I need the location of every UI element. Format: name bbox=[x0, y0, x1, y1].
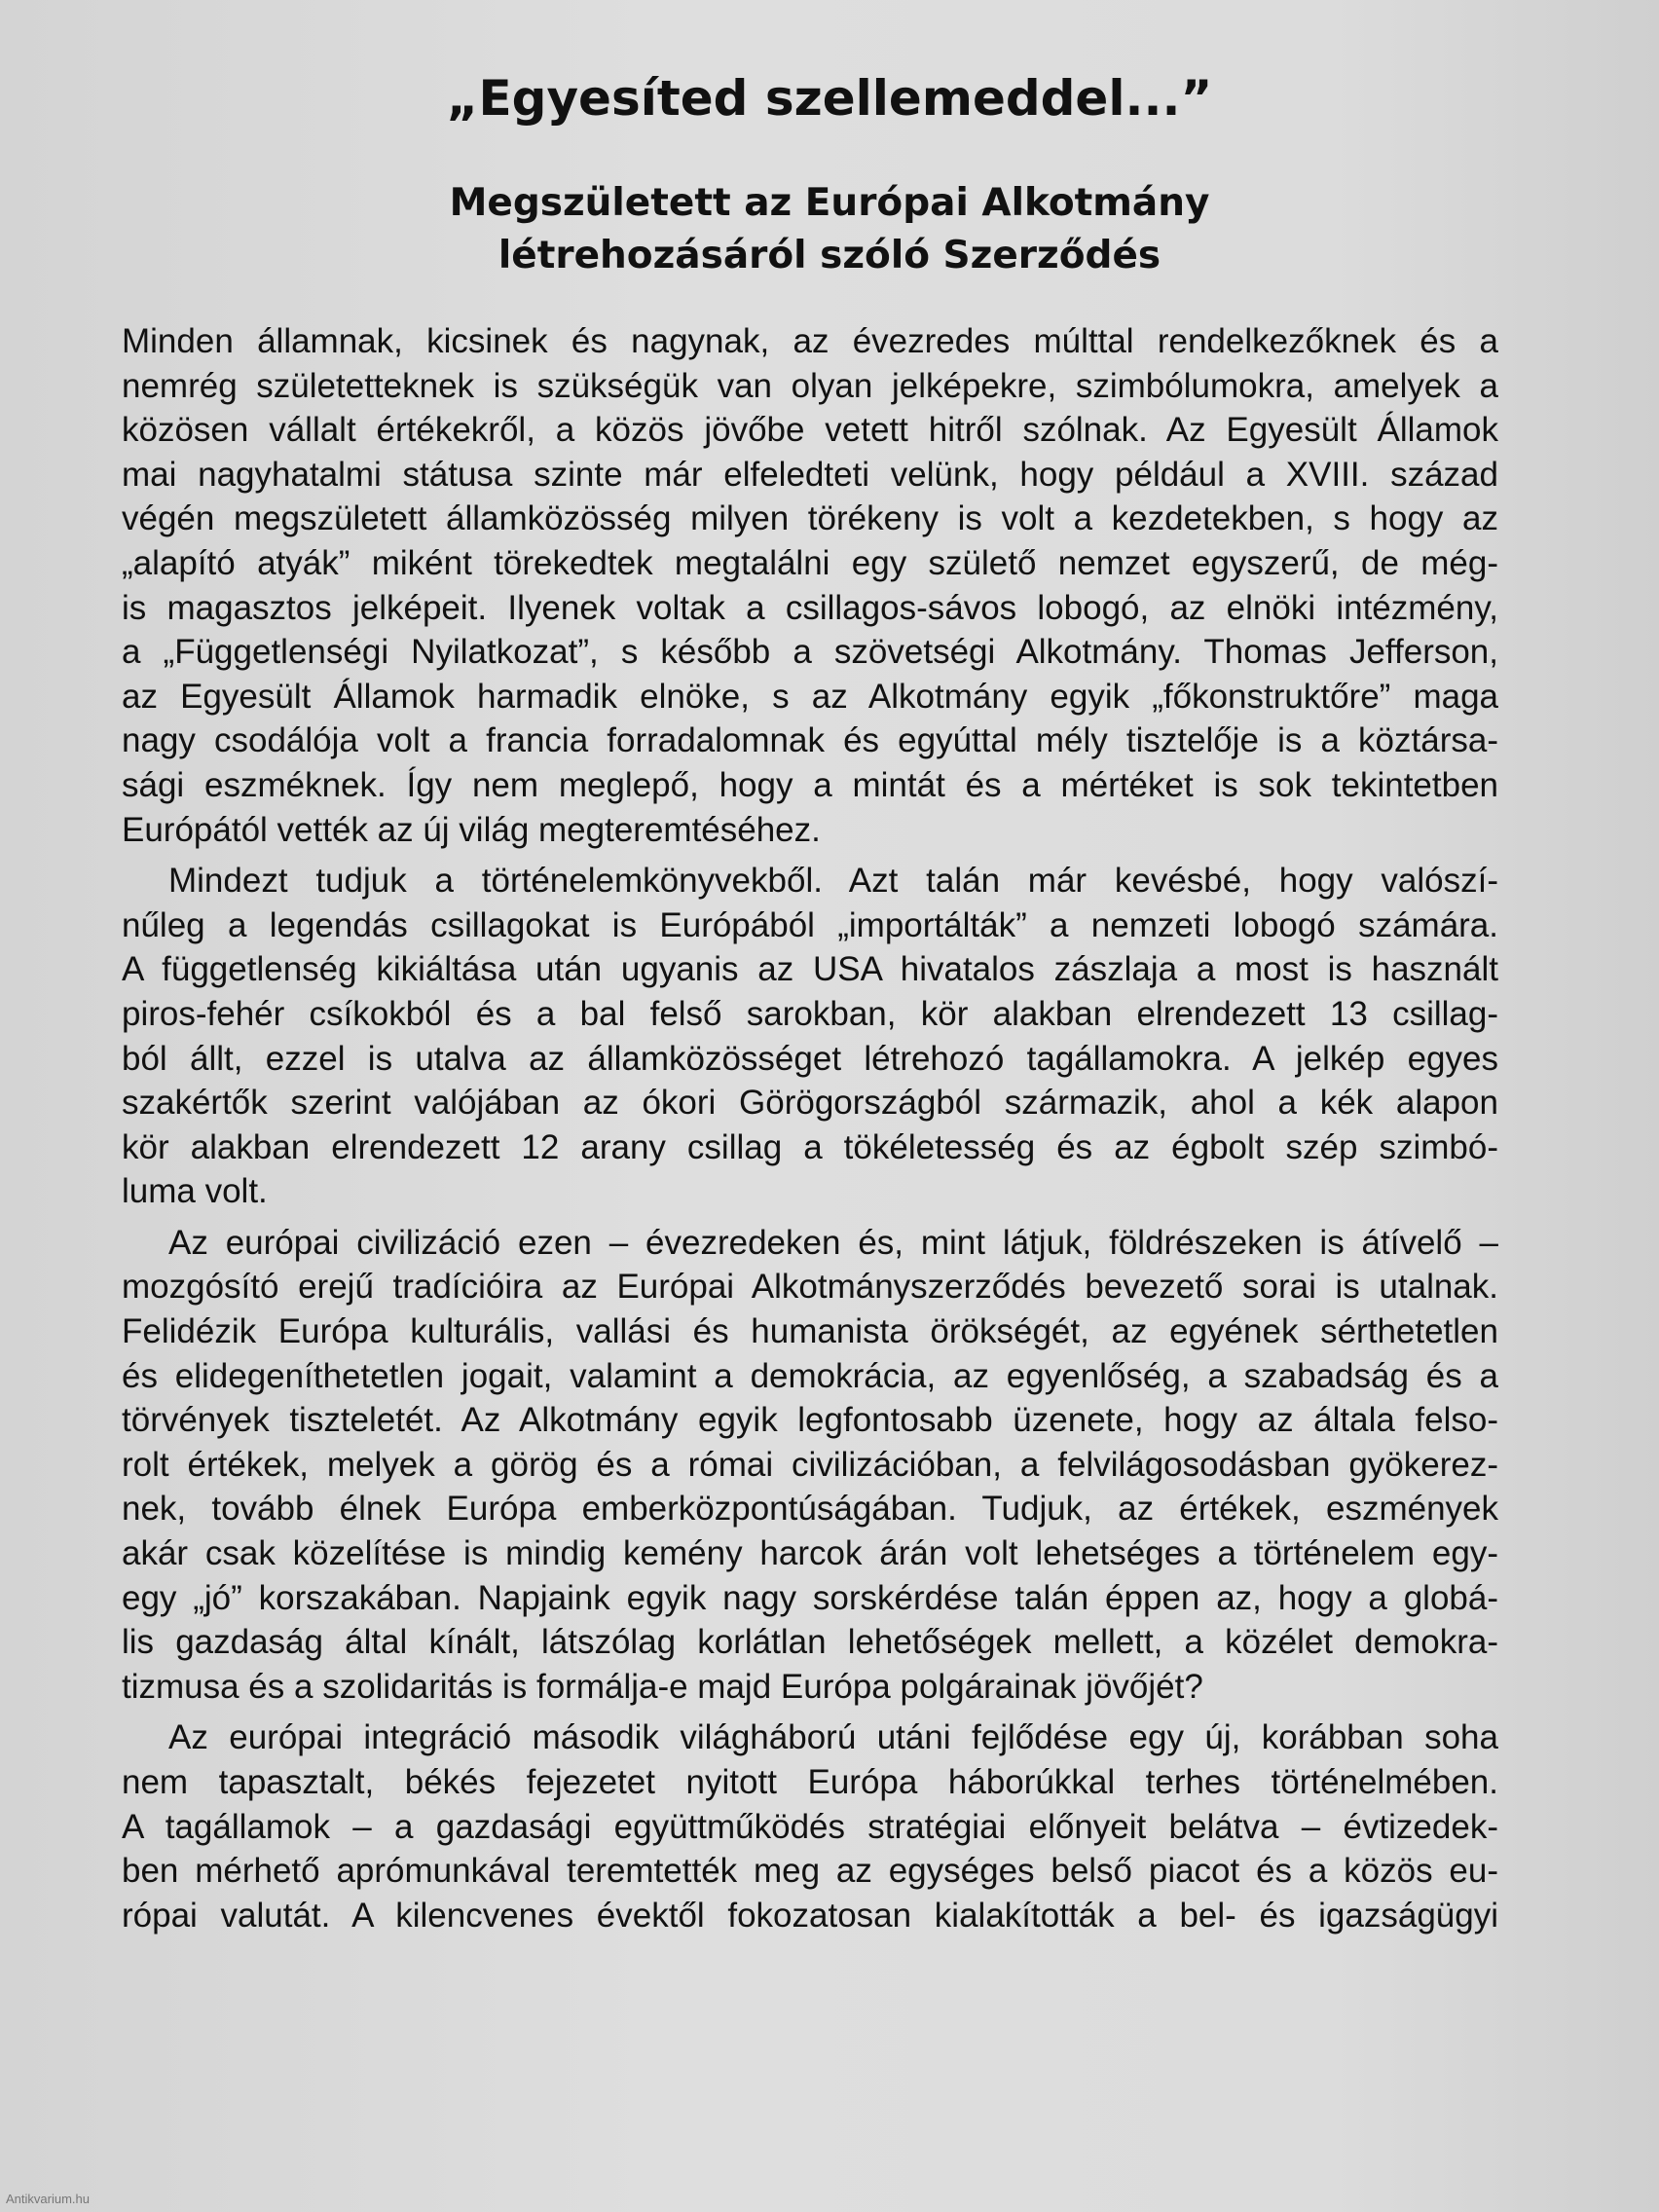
text-line: rolt értékek, melyek a görög és a római civilizációban, a felvilágosodásban gyökerez- bbox=[122, 1445, 1498, 1484]
text-line: lis gazdaság által kínált, látszólag korlátlan lehetőségek mellett, a közélet demokra- bbox=[122, 1623, 1498, 1662]
text-line: Az európai integráció második világháború utáni fejlődése egy új, korábban soha bbox=[168, 1718, 1498, 1757]
text-line: végén megszületett államközösség milyen törékeny is volt a kezdetekben, s hogy az bbox=[122, 499, 1498, 538]
text-line: „alapító atyák” miként törekedtek megtalálni egy születő nemzet egyszerű, de még- bbox=[122, 543, 1498, 582]
text-line: Minden államnak, kicsinek és nagynak, az évezredes múlttal rendelkezőknek és a bbox=[122, 322, 1498, 360]
text-line: sági eszméknek. Így nem meglepő, hogy a mintát és a mértéket is sok tekintetben bbox=[122, 765, 1498, 804]
text-line: A tagállamok – a gazdasági együttműködés stratégiai előnyeit belátva – évtizedek- bbox=[122, 1807, 1498, 1846]
text-line: is magasztos jelképeit. Ilyenek voltak a csillagos-sávos lobogó, az elnöki intézmény, bbox=[122, 588, 1498, 627]
paragraph bbox=[122, 1715, 1498, 1937]
text-line: mai nagyhatalmi státusa szinte már elfeledteti velünk, hogy például a XVIII. század bbox=[122, 455, 1498, 494]
text-line: rópai valutát. A kilencvenes évektől fokozatosan kialakították a bel- és igazságügyi bbox=[122, 1896, 1498, 1935]
paragraph bbox=[122, 859, 1498, 1214]
text-line: tizmusa és a szolidaritás is formálja-e majd Európa polgárainak jövőjét? bbox=[122, 1667, 1203, 1706]
text-line: Európától vették az új világ megteremtéséhez. bbox=[122, 810, 821, 849]
text-line: piros-fehér csíkokból és a bal felső sarokban, kör alakban elrendezett 13 csillag- bbox=[122, 994, 1498, 1033]
text-line: közösen vállalt értékekről, a közös jövőbe vetett hitről szólnak. Az Egyesült Államok bbox=[122, 411, 1498, 450]
text-line: nemrég születetteknek is szükségük van olyan jelképekre, szimbólumokra, amelyek a bbox=[122, 366, 1498, 405]
text-line: és elidegeníthetetlen jogait, valamint a demokrácia, az egyenlőség, a szabadság és a bbox=[122, 1356, 1498, 1395]
paragraph bbox=[122, 319, 1498, 852]
text-line: ból állt, ezzel is utalva az államközösséget létrehozó tagállamokra. A jelkép egyes bbox=[122, 1039, 1498, 1078]
text-line: nagy csodálója volt a francia forradalomnak és egyúttal mély tisztelője is a köztársa- bbox=[122, 721, 1498, 760]
text-line: mozgósító erejű tradícióira az Európai Alkotmányszerződés bevezető sorai is utalnak. bbox=[122, 1268, 1498, 1307]
text-line: törvények tiszteletét. Az Alkotmány egyik legfontosabb üzenete, hogy az általa felso- bbox=[122, 1401, 1498, 1440]
text-line: szakértők szerint valójában az ókori Görögországból származik, ahol a kék alapon bbox=[122, 1084, 1498, 1123]
text-line: akár csak közelítése is mindig kemény harcok árán volt lehetséges a történelem egy- bbox=[122, 1534, 1498, 1573]
text-line: nem tapasztalt, békés fejezetet nyitott Európa háborúkkal terhes történelmében. bbox=[122, 1763, 1498, 1801]
subtitle-line: Megszületett az Európai Alkotmány bbox=[449, 181, 1210, 225]
text-line: nek, tovább élnek Európa emberközpontúságában. Tudjuk, az értékek, eszmények bbox=[122, 1490, 1498, 1529]
paragraph bbox=[122, 1221, 1498, 1710]
watermark: Antikvarium.hu bbox=[6, 2192, 90, 2206]
text-line: nűleg a legendás csillagokat is Európából „importálták” a nemzeti lobogó számára. bbox=[122, 905, 1498, 944]
text-line: az Egyesült Államok harmadik elnöke, s az Alkotmány egyik „főkonstruktőre” maga bbox=[122, 677, 1498, 716]
text-line: a „Függetlenségi Nyilatkozat”, s később a szövetségi Alkotmány. Thomas Jefferson, bbox=[122, 633, 1498, 672]
text-line: Mindezt tudjuk a történelemkönyvekből. Azt talán már kevésbé, hogy valószí- bbox=[168, 862, 1498, 901]
article-title: „Egyesíted szellemeddel...” bbox=[446, 70, 1213, 127]
text-line: egy „jó” korszakában. Napjaink egyik nagy sorskérdése talán éppen az, hogy a globá- bbox=[122, 1578, 1498, 1617]
text-line: ben mérhető aprómunkával teremtették meg az egységes belső piacot és a közös eu- bbox=[122, 1852, 1498, 1891]
text-line: kör alakban elrendezett 12 arany csillag a tökéletesség és az égbolt szép szimbó- bbox=[122, 1127, 1498, 1166]
article-body bbox=[122, 319, 1498, 1944]
text-line: A függetlenség kikiáltása után ugyanis az USA hivatalos zászlaja a most is használt bbox=[122, 950, 1498, 989]
text-line: Felidézik Európa kulturális, vallási és humanista örökségét, az egyének sérthetetlen bbox=[122, 1312, 1498, 1351]
article-subtitle bbox=[0, 177, 1659, 282]
subtitle-line: létrehozásáról szóló Szerződés bbox=[498, 234, 1161, 277]
text-line: luma volt. bbox=[122, 1172, 268, 1211]
text-line: Az európai civilizáció ezen – évezredeken és, mint látjuk, földrészeken is átívelő – bbox=[168, 1223, 1498, 1262]
